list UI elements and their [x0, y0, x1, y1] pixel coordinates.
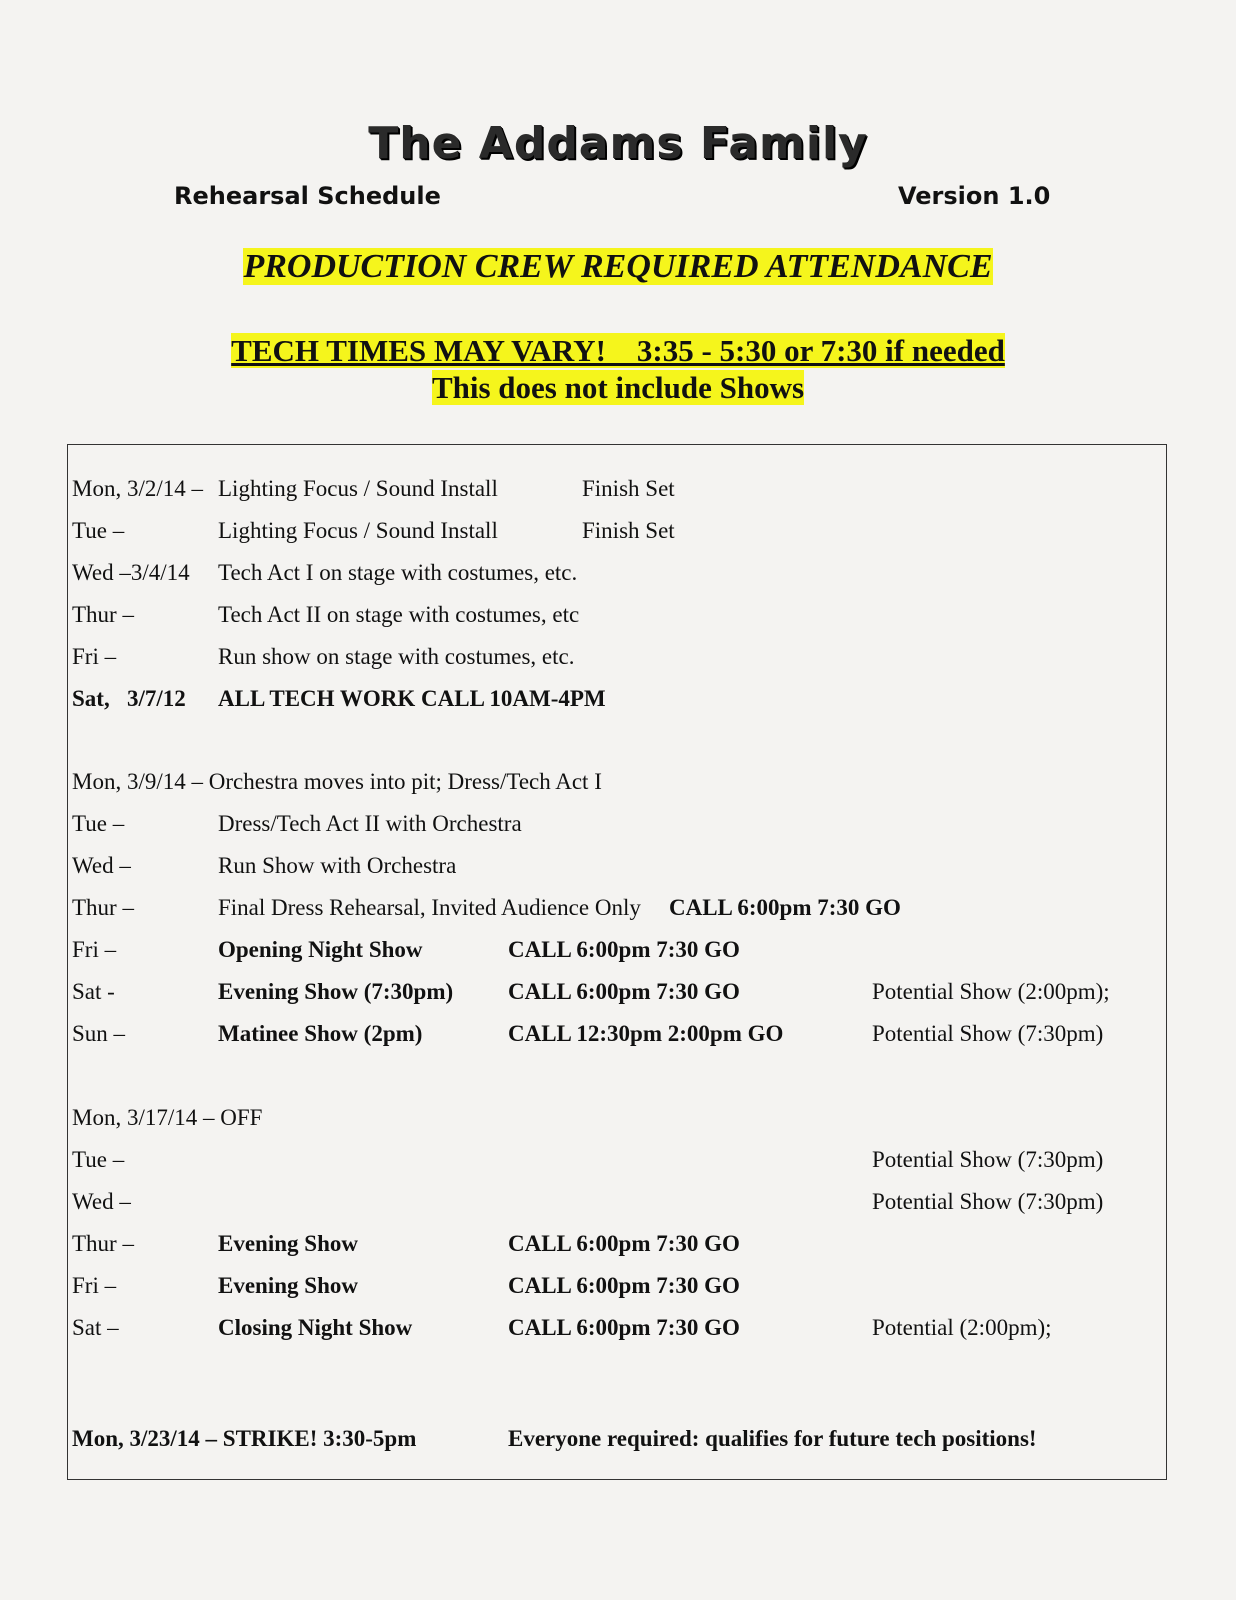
version-label: Version 1.0 — [898, 182, 1051, 210]
row-call: CALL 6:00pm 7:30 GO — [508, 1231, 740, 1256]
row-show: Matinee Show (2pm) — [218, 1021, 423, 1046]
row-day: Thur – — [72, 602, 134, 627]
attendance-banner: PRODUCTION CREW REQUIRED ATTENDANCE — [243, 248, 993, 285]
row-task: Run show on stage with costumes, etc. — [218, 644, 575, 669]
row-task: Lighting Focus / Sound Install — [218, 518, 498, 543]
row-call: CALL 12:30pm 2:00pm GO — [508, 1021, 784, 1046]
row-show: Evening Show — [218, 1273, 358, 1298]
row-day: Tue – — [72, 811, 125, 836]
row-day: Fri – — [72, 1273, 117, 1298]
row-day: Sat – — [72, 1315, 119, 1340]
row-call: CALL 6:00pm 7:30 GO — [508, 937, 740, 962]
row-extra: Finish Set — [582, 476, 675, 501]
row-call: CALL 6:00pm 7:30 GO — [669, 895, 901, 920]
row-line: Mon, 3/17/14 – OFF — [72, 1105, 263, 1130]
row-extra: Finish Set — [582, 518, 675, 543]
row-day: Wed – — [72, 853, 131, 878]
row-day: Wed – — [72, 1189, 131, 1214]
row-potential: Potential Show (7:30pm) — [872, 1147, 1104, 1172]
row-day: Thur – — [72, 1231, 134, 1256]
row-day: Sat, 3/7/12 — [72, 686, 186, 711]
row-show: Opening Night Show — [218, 937, 423, 962]
row-task: ALL TECH WORK CALL 10AM-4PM — [218, 686, 606, 711]
shows-note-banner: This does not include Shows — [431, 370, 805, 405]
tech-times-banner: TECH TIMES MAY VARY! 3:35 - 5:30 or 7:30 if needed — [231, 333, 1005, 368]
row-day: Wed –3/4/14 — [72, 560, 190, 585]
strike-day: Mon, 3/23/14 – STRIKE! 3:30-5pm — [72, 1426, 417, 1451]
row-task: Tech Act I on stage with costumes, etc. — [218, 560, 578, 585]
row-task: Run Show with Orchestra — [218, 853, 457, 878]
row-call: CALL 6:00pm 7:30 GO — [508, 1273, 740, 1298]
row-day: Thur – — [72, 895, 134, 920]
row-day: Tue – — [72, 1147, 125, 1172]
row-day: Fri – — [72, 644, 117, 669]
row-potential: Potential Show (2:00pm); — [872, 979, 1110, 1004]
row-show: Evening Show (7:30pm) — [218, 979, 454, 1004]
document-title: The Addams Family — [368, 118, 868, 169]
row-show: Closing Night Show — [218, 1315, 413, 1340]
row-show: Evening Show — [218, 1231, 358, 1256]
row-task: Dress/Tech Act II with Orchestra — [218, 811, 522, 836]
row-day: Sat - — [72, 979, 115, 1004]
schedule-subtitle: Rehearsal Schedule — [174, 182, 441, 210]
row-task: Final Dress Rehearsal, Invited Audience Only — [218, 895, 641, 920]
row-task: Tech Act II on stage with costumes, etc — [218, 602, 580, 627]
row-day: Mon, 3/2/14 – — [72, 476, 203, 501]
row-day: Sun – — [72, 1021, 126, 1046]
row-day: Tue – — [72, 518, 125, 543]
row-call: CALL 6:00pm 7:30 GO — [508, 979, 740, 1004]
row-call: CALL 6:00pm 7:30 GO — [508, 1315, 740, 1340]
row-day: Fri – — [72, 937, 117, 962]
row-line: Mon, 3/9/14 – Orchestra moves into pit; Dress/Tech Act I — [72, 769, 602, 794]
row-potential: Potential (2:00pm); — [872, 1315, 1052, 1340]
row-task: Lighting Focus / Sound Install — [218, 476, 498, 501]
strike-note: Everyone required: qualifies for future tech positions! — [508, 1426, 1037, 1451]
row-potential: Potential Show (7:30pm) — [872, 1189, 1104, 1214]
row-potential: Potential Show (7:30pm) — [872, 1021, 1104, 1046]
